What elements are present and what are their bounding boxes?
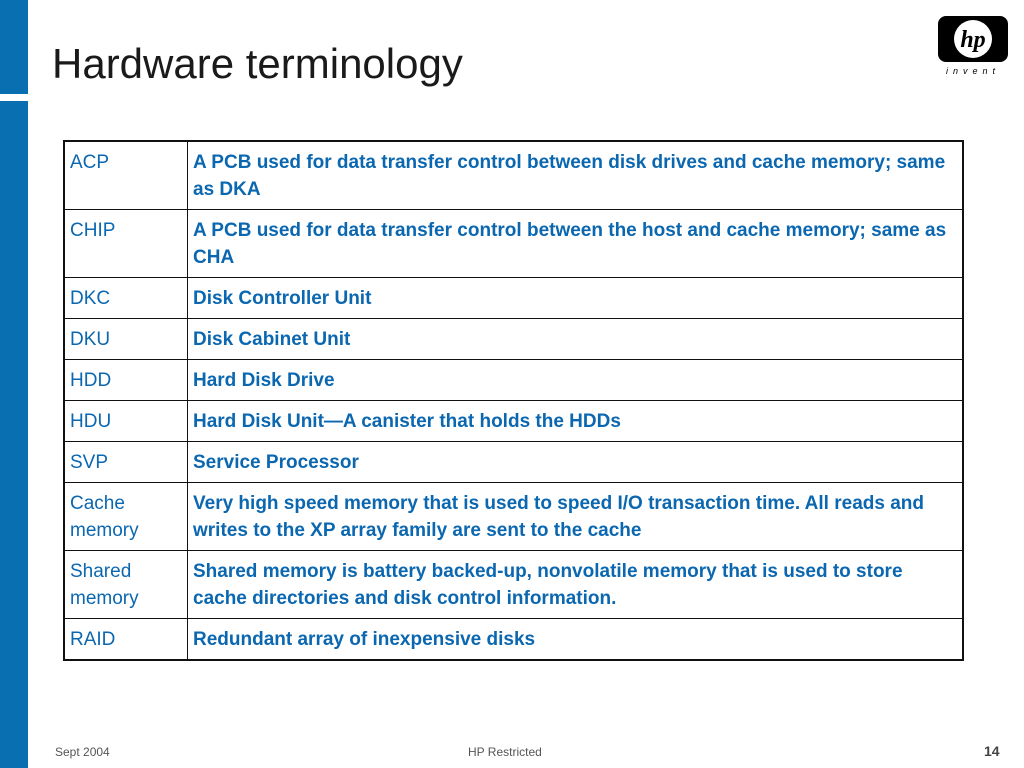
accent-bar-bottom: [0, 101, 28, 768]
term-cell: Cache memory: [64, 483, 188, 551]
footer-date: Sept 2004: [55, 745, 110, 759]
table-row: [64, 319, 963, 360]
slide-title: Hardware terminology: [52, 40, 463, 87]
definition-cell: Service Processor: [188, 442, 964, 483]
term-cell: DKC: [64, 278, 188, 319]
hp-logo-icon: [938, 16, 1008, 62]
definition-cell: A PCB used for data transfer control between the host and cache memory; same as CHA: [188, 210, 964, 278]
definition-cell: Redundant array of inexpensive disks: [188, 619, 964, 661]
definition-cell: Hard Disk Drive: [188, 360, 964, 401]
term-cell: RAID: [64, 619, 188, 661]
accent-bar-top: [0, 0, 28, 94]
term-cell: HDD: [64, 360, 188, 401]
term-cell: CHIP: [64, 210, 188, 278]
definition-cell: Very high speed memory that is used to speed I/O transaction time. All reads and writes to the XP array family are sent to the cache: [188, 483, 964, 551]
definition-cell: Disk Controller Unit: [188, 278, 964, 319]
table-row: [64, 442, 963, 483]
table-row: [64, 401, 963, 442]
terminology-table-body: [64, 141, 963, 660]
footer-classification: HP Restricted: [468, 745, 542, 759]
logo-tagline: invent: [945, 66, 1001, 76]
table-row: [64, 141, 963, 210]
definition-cell: A PCB used for data transfer control between disk drives and cache memory; same as DKA: [188, 141, 964, 210]
definition-cell: Hard Disk Unit—A canister that holds the HDDs: [188, 401, 964, 442]
table-row: [64, 278, 963, 319]
term-cell: SVP: [64, 442, 188, 483]
term-cell: HDU: [64, 401, 188, 442]
term-cell: DKU: [64, 319, 188, 360]
table-row: [64, 483, 963, 551]
term-cell: ACP: [64, 141, 188, 210]
table-row: [64, 360, 963, 401]
term-cell: Shared memory: [64, 551, 188, 619]
table-row: [64, 619, 963, 661]
definition-cell: Disk Cabinet Unit: [188, 319, 964, 360]
terminology-table: [63, 140, 964, 661]
hp-logo-mark: [938, 16, 1008, 62]
table-row: [64, 210, 963, 278]
table-row: [64, 551, 963, 619]
hp-logo: [938, 16, 1008, 80]
definition-cell: Shared memory is battery backed-up, nonvolatile memory that is used to store cache directories and disk control information.: [188, 551, 964, 619]
page-number: 14: [984, 743, 1000, 759]
svg-text:hp: hp: [960, 27, 986, 53]
